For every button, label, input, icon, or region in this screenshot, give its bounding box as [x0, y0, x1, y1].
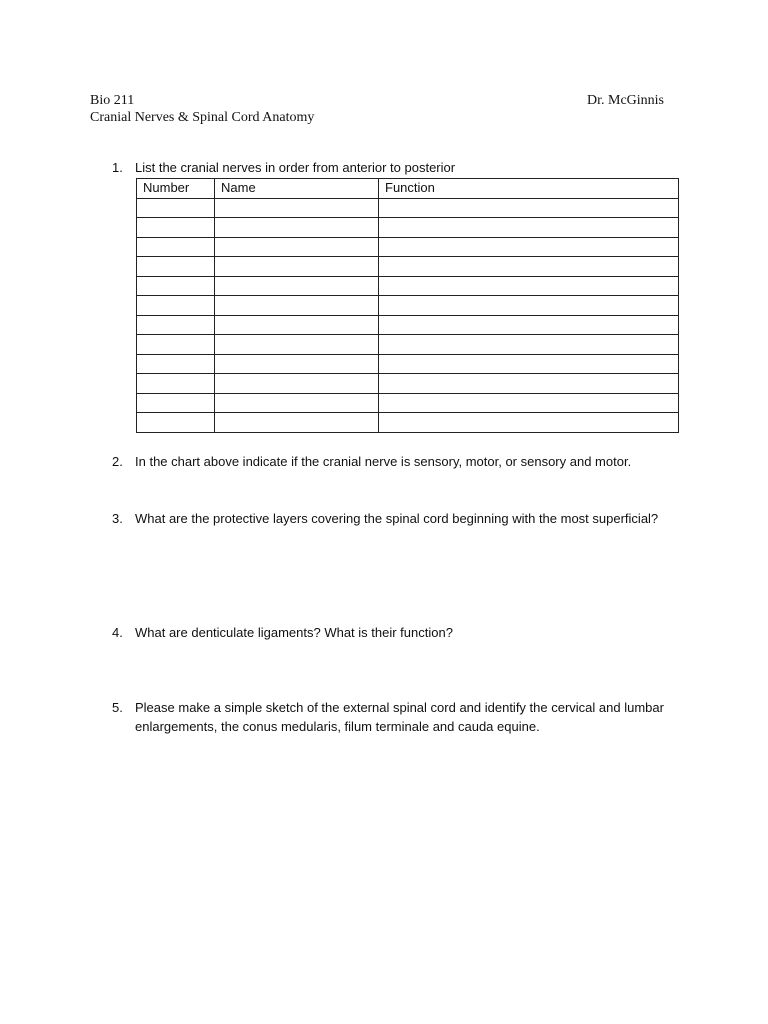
table-row [137, 218, 679, 238]
column-header-function: Function [379, 179, 679, 199]
question-number: 2. [112, 454, 123, 469]
question-number: 1. [112, 160, 123, 175]
question-3 [112, 509, 672, 528]
number-cell [137, 335, 215, 355]
number-cell [137, 257, 215, 277]
table-header-row [137, 179, 679, 199]
name-cell [215, 296, 379, 316]
number-cell [137, 315, 215, 335]
table-row [137, 315, 679, 335]
name-cell [215, 393, 379, 413]
name-cell [215, 276, 379, 296]
question-2 [112, 452, 672, 471]
name-cell [215, 413, 379, 433]
function-cell [379, 257, 679, 277]
function-cell [379, 374, 679, 394]
instructor-name: Dr. McGinnis [587, 93, 664, 108]
function-cell [379, 296, 679, 316]
question-number: 3. [112, 511, 123, 526]
number-cell [137, 198, 215, 218]
table-row [137, 296, 679, 316]
function-cell [379, 198, 679, 218]
number-cell [137, 237, 215, 257]
number-cell [137, 276, 215, 296]
name-cell [215, 218, 379, 238]
question-text: Please make a simple sketch of the external spinal cord and identify the cervical and lumbar enlargements, the conus medularis, filum terminale and cauda equine. [135, 700, 664, 734]
question-4 [112, 623, 672, 642]
question-text: What are denticulate ligaments? What is their function? [135, 625, 453, 640]
name-cell [215, 257, 379, 277]
name-cell [215, 198, 379, 218]
name-cell [215, 237, 379, 257]
function-cell [379, 354, 679, 374]
name-cell [215, 354, 379, 374]
document-title: Cranial Nerves & Spinal Cord Anatomy [90, 110, 315, 125]
name-cell [215, 335, 379, 355]
table-row [137, 257, 679, 277]
number-cell [137, 413, 215, 433]
table-row [137, 393, 679, 413]
number-cell [137, 374, 215, 394]
name-cell [215, 315, 379, 335]
question-5 [112, 698, 672, 736]
function-cell [379, 276, 679, 296]
table-row [137, 335, 679, 355]
table-row [137, 198, 679, 218]
document-header [90, 92, 314, 126]
name-cell [215, 374, 379, 394]
table-row [137, 276, 679, 296]
question-text: List the cranial nerves in order from anterior to posterior [135, 160, 456, 175]
function-cell [379, 237, 679, 257]
column-header-number: Number [137, 179, 215, 199]
number-cell [137, 393, 215, 413]
table-row [137, 354, 679, 374]
number-cell [137, 296, 215, 316]
function-cell [379, 218, 679, 238]
question-number: 5. [112, 700, 123, 715]
number-cell [137, 354, 215, 374]
column-header-name: Name [215, 179, 379, 199]
table-row [137, 374, 679, 394]
function-cell [379, 393, 679, 413]
question-number: 4. [112, 625, 123, 640]
function-cell [379, 315, 679, 335]
number-cell [137, 218, 215, 238]
cranial-nerves-table [136, 178, 679, 433]
table-row [137, 237, 679, 257]
course-code: Bio 211 [90, 93, 135, 108]
question-1 [112, 158, 672, 177]
question-text: What are the protective layers covering the spinal cord beginning with the most superficial? [135, 511, 659, 526]
function-cell [379, 335, 679, 355]
function-cell [379, 413, 679, 433]
table-row [137, 413, 679, 433]
question-text: In the chart above indicate if the cranial nerve is sensory, motor, or sensory and motor. [135, 454, 632, 469]
